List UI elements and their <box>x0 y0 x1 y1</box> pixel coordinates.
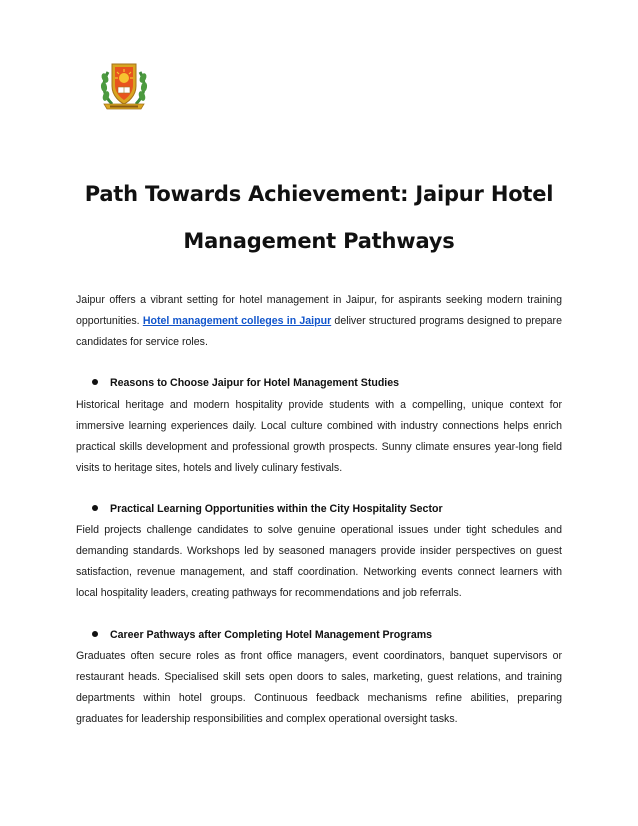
section-heading-career <box>92 629 432 641</box>
bullet-icon <box>92 379 98 385</box>
page-title-line-1: Path Towards Achievement: Jaipur Hotel <box>84 182 554 206</box>
intro-text-before: Jaipur offers a vibrant setting for hotel management in Jaipur, for aspirants seeking modern training opportunities. <box>76 294 562 327</box>
bullet-icon <box>92 631 98 637</box>
section-heading-practical <box>92 503 443 515</box>
section-heading-text: Practical Learning Opportunities within the City Hospitality Sector <box>110 503 443 515</box>
section-body-practical: Field projects challenge candidates to solve genuine operational issues under tight schedules and demanding standards. Workshops led by seasoned managers provide insider perspectives on guest satisfaction, revenue management, and staff coordination. Networking events connect learners with local hospitality leaders, creating pathways for recommendations and job referrals. <box>76 524 562 599</box>
section-heading-text: Reasons to Choose Jaipur for Hotel Management Studies <box>110 377 400 389</box>
colleges-link[interactable]: Hotel management colleges in Jaipur <box>142 315 332 327</box>
intro-text-after: deliver structured programs designed to prepare candidates for service roles. <box>76 315 562 348</box>
bullet-icon <box>92 505 98 511</box>
section-heading-text: Career Pathways after Completing Hotel Management Programs <box>110 629 433 641</box>
page-title-line-2: Management Pathways <box>183 229 455 253</box>
intro-paragraph <box>76 290 562 353</box>
college-crest-logo <box>98 58 150 114</box>
section-body-reasons: Historical heritage and modern hospitality provide students with a compelling, unique context for immersive learning experiences daily. Local culture combined with industry connections helps enrich practical skills development and professional growth prospects. Sunny climate ensures year-long field visits to heritage sites, hotels and lively culinary festivals. <box>76 399 562 474</box>
section-body-career: Graduates often secure roles as front office managers, event coordinators, banquet supervisors or restaurant heads. Specialised skill sets open doors to sales, marketing, guest relations, and training departments within hotel groups. Continuous feedback mechanisms refine abilities, preparing graduates for leadership responsibilities and complex operational oversight tasks. <box>76 650 562 725</box>
section-heading-reasons <box>92 377 399 389</box>
